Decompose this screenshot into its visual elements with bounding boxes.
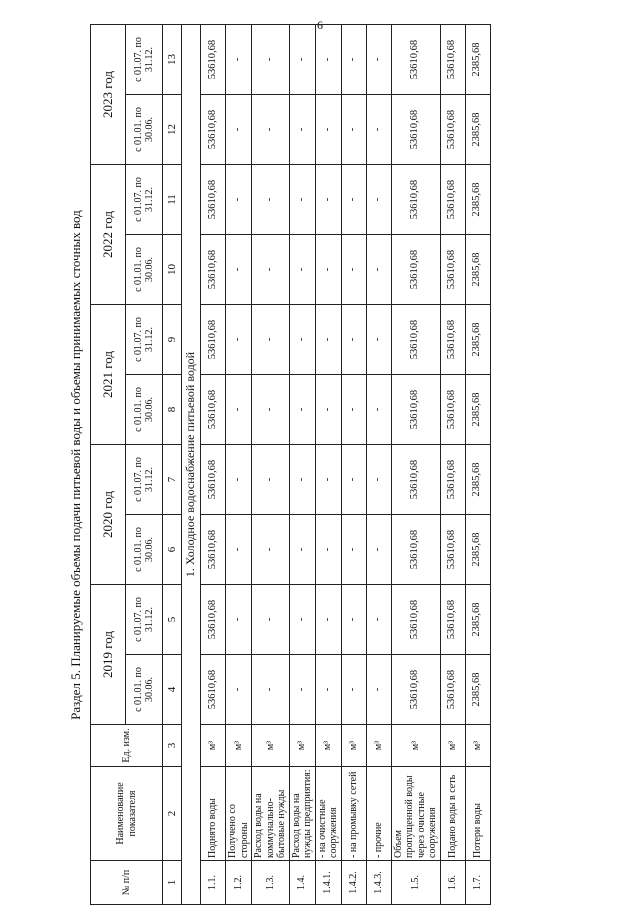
row-value: - <box>289 585 315 655</box>
row-value: - <box>341 235 366 305</box>
column-number: 13 <box>163 25 182 95</box>
row-unit: м³ <box>315 725 341 767</box>
row-value: 53610,68 <box>201 25 226 95</box>
header-period-h2: с 01.07. по 31.12. <box>126 305 163 375</box>
row-value: - <box>315 25 341 95</box>
row-unit: м³ <box>252 725 290 767</box>
row-value: - <box>341 515 366 585</box>
row-value: - <box>252 585 290 655</box>
row-value: - <box>315 655 341 725</box>
row-value: - <box>226 95 252 165</box>
row-value: - <box>366 375 391 445</box>
row-value: - <box>366 305 391 375</box>
planned-volumes-table <box>90 24 491 905</box>
row-value: - <box>289 25 315 95</box>
row-value: - <box>315 95 341 165</box>
row-value: - <box>315 165 341 235</box>
row-value: - <box>366 25 391 95</box>
row-value: 2385,68 <box>465 25 490 95</box>
row-value: 53610,68 <box>201 375 226 445</box>
row-value: 53610,68 <box>391 655 440 725</box>
row-value: 53610,68 <box>440 25 465 95</box>
header-period-h2: с 01.07. по 31.12. <box>126 165 163 235</box>
column-number: 2 <box>163 767 182 861</box>
row-value: 53610,68 <box>201 655 226 725</box>
row-value: 53610,68 <box>201 585 226 655</box>
row-value: - <box>252 95 290 165</box>
column-number: 10 <box>163 235 182 305</box>
row-value: - <box>366 235 391 305</box>
header-period-h1: с 01.01. по 30.06. <box>126 655 163 725</box>
row-value: 2385,68 <box>465 305 490 375</box>
row-value: - <box>252 515 290 585</box>
header-unit: Ед. изм. <box>91 725 163 767</box>
row-value: - <box>315 585 341 655</box>
header-period-h1: с 01.01. по 30.06. <box>126 515 163 585</box>
row-value: 53610,68 <box>201 235 226 305</box>
row-name: - на промывку сетей <box>341 767 366 861</box>
section-title: Раздел 5. Планируемые объемы подачи питьевой воды и объемы принимаемых сточных вод <box>68 210 83 720</box>
section-label: 1. Холодное водоснабжение питьевой водой <box>182 25 201 905</box>
row-value: 53610,68 <box>391 515 440 585</box>
row-value: - <box>289 305 315 375</box>
row-name: Объем пропущенной воды через очистные сооружения <box>391 767 440 861</box>
row-unit: м³ <box>440 725 465 767</box>
row-value: - <box>252 165 290 235</box>
row-value: 53610,68 <box>201 165 226 235</box>
row-value: 2385,68 <box>465 165 490 235</box>
table-row <box>201 25 226 905</box>
header-period-h1: с 01.01. по 30.06. <box>126 95 163 165</box>
row-name: Получено со стороны <box>226 767 252 861</box>
row-value: 2385,68 <box>465 375 490 445</box>
row-number: 1.2. <box>226 861 252 905</box>
header-period-h2: с 01.07. по 31.12. <box>126 585 163 655</box>
row-name: - прочие <box>366 767 391 861</box>
column-number: 12 <box>163 95 182 165</box>
row-value: - <box>315 305 341 375</box>
column-number: 9 <box>163 305 182 375</box>
header-period-h2: с 01.07. по 31.12. <box>126 445 163 515</box>
row-value: - <box>252 375 290 445</box>
row-value: - <box>226 585 252 655</box>
row-value: - <box>252 235 290 305</box>
row-value: 53610,68 <box>391 585 440 655</box>
header-year: 2022 год <box>91 165 126 305</box>
row-unit: м³ <box>289 725 315 767</box>
table-row <box>366 25 391 905</box>
row-value: - <box>366 655 391 725</box>
row-value: 53610,68 <box>440 445 465 515</box>
row-value: - <box>315 235 341 305</box>
row-number: 1.4. <box>289 861 315 905</box>
row-number: 1.1. <box>201 861 226 905</box>
row-number: 1.4.2. <box>341 861 366 905</box>
row-value: 53610,68 <box>391 95 440 165</box>
row-value: - <box>226 165 252 235</box>
row-value: - <box>341 585 366 655</box>
table-row <box>341 25 366 905</box>
row-number: 1.7. <box>465 861 490 905</box>
row-value: 53610,68 <box>391 25 440 95</box>
row-value: - <box>315 445 341 515</box>
row-value: 53610,68 <box>201 305 226 375</box>
header-period-h1: с 01.01. по 30.06. <box>126 235 163 305</box>
row-value: 53610,68 <box>201 95 226 165</box>
row-value: 2385,68 <box>465 235 490 305</box>
row-value: - <box>366 445 391 515</box>
column-number: 3 <box>163 725 182 767</box>
row-value: - <box>252 305 290 375</box>
row-value: - <box>341 165 366 235</box>
row-value: - <box>289 445 315 515</box>
row-value: - <box>289 515 315 585</box>
row-value: 53610,68 <box>391 445 440 515</box>
row-value: - <box>226 515 252 585</box>
row-number: 1.6. <box>440 861 465 905</box>
row-value: 53610,68 <box>391 165 440 235</box>
row-unit: м³ <box>465 725 490 767</box>
row-name: Поднято воды <box>201 767 226 861</box>
row-value: - <box>341 305 366 375</box>
row-value: 53610,68 <box>201 515 226 585</box>
header-year: 2023 год <box>91 25 126 165</box>
row-unit: м³ <box>226 725 252 767</box>
row-value: - <box>341 445 366 515</box>
row-value: - <box>366 515 391 585</box>
row-value: 2385,68 <box>465 655 490 725</box>
row-value: 53610,68 <box>391 305 440 375</box>
header-name: Наименование показателя <box>91 767 163 861</box>
row-name: Подано воды в сеть <box>440 767 465 861</box>
row-value: - <box>252 655 290 725</box>
row-value: - <box>341 655 366 725</box>
page-number: 6 <box>317 18 323 32</box>
table-row <box>226 25 252 905</box>
table-row <box>315 25 341 905</box>
row-value: 53610,68 <box>440 655 465 725</box>
row-value: - <box>289 95 315 165</box>
row-value: - <box>289 235 315 305</box>
row-value: - <box>226 445 252 515</box>
column-number: 1 <box>163 861 182 905</box>
row-value: 2385,68 <box>465 585 490 655</box>
row-value: 53610,68 <box>391 235 440 305</box>
row-number: 1.5. <box>391 861 440 905</box>
row-value: - <box>341 375 366 445</box>
header-period-h2: с 01.07. по 31.12. <box>126 25 163 95</box>
row-value: - <box>226 305 252 375</box>
row-value: - <box>341 95 366 165</box>
row-value: 53610,68 <box>440 305 465 375</box>
row-value: - <box>315 375 341 445</box>
row-value: 53610,68 <box>440 375 465 445</box>
header-year: 2019 год <box>91 585 126 725</box>
row-name: Потери воды <box>465 767 490 861</box>
row-value: - <box>252 445 290 515</box>
row-value: 2385,68 <box>465 445 490 515</box>
row-name: - на очистные сооружения <box>315 767 341 861</box>
table-row <box>391 25 440 905</box>
column-number: 7 <box>163 445 182 515</box>
row-number: 1.3. <box>252 861 290 905</box>
row-value: - <box>315 515 341 585</box>
table-row <box>465 25 490 905</box>
row-value: - <box>226 25 252 95</box>
table-row <box>440 25 465 905</box>
row-value: 53610,68 <box>440 165 465 235</box>
row-value: 53610,68 <box>440 95 465 165</box>
row-value: 2385,68 <box>465 95 490 165</box>
row-value: 53610,68 <box>440 235 465 305</box>
header-year: 2021 год <box>91 305 126 445</box>
row-value: - <box>289 375 315 445</box>
column-number-row <box>163 25 182 905</box>
header-year: 2020 год <box>91 445 126 585</box>
header-no: № п/п <box>91 861 163 905</box>
row-value: - <box>366 165 391 235</box>
row-value: 53610,68 <box>440 515 465 585</box>
column-number: 4 <box>163 655 182 725</box>
row-value: - <box>226 655 252 725</box>
row-number: 1.4.1. <box>315 861 341 905</box>
row-value: 53610,68 <box>391 375 440 445</box>
row-unit: м³ <box>391 725 440 767</box>
header-period-h1: с 01.01. по 30.06. <box>126 375 163 445</box>
row-value: - <box>289 655 315 725</box>
row-value: - <box>341 25 366 95</box>
row-number: 1.4.3. <box>366 861 391 905</box>
row-unit: м³ <box>366 725 391 767</box>
row-value: 2385,68 <box>465 515 490 585</box>
row-value: 53610,68 <box>201 445 226 515</box>
row-value: - <box>366 585 391 655</box>
row-unit: м³ <box>341 725 366 767</box>
row-name: Расход воды на коммунально-бытовые нужды <box>252 767 290 861</box>
column-number: 6 <box>163 515 182 585</box>
row-value: 53610,68 <box>440 585 465 655</box>
row-value: - <box>289 165 315 235</box>
row-value: - <box>366 95 391 165</box>
rotated-page-content <box>46 25 606 905</box>
row-value: - <box>226 375 252 445</box>
table-row <box>252 25 290 905</box>
row-value: - <box>252 25 290 95</box>
table-row <box>289 25 315 905</box>
row-unit: м³ <box>201 725 226 767</box>
column-number: 11 <box>163 165 182 235</box>
column-number: 5 <box>163 585 182 655</box>
column-number: 8 <box>163 375 182 445</box>
row-value: - <box>226 235 252 305</box>
row-name: Расход воды на нужды предприятия: <box>289 767 315 861</box>
